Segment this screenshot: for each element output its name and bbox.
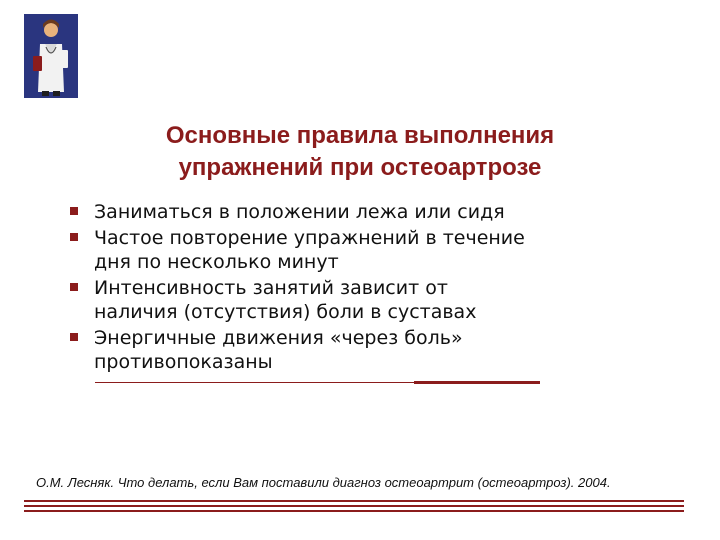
footer-rule (24, 500, 684, 502)
footer-rule (24, 505, 684, 507)
slide-title-line-1: Основные правила выполнения (165, 122, 555, 150)
underline-rule-emphasis (414, 381, 540, 384)
underline-rule (95, 382, 415, 383)
square-bullet-icon (70, 283, 78, 291)
slide-title (0, 120, 720, 184)
bullet-text-line: Частое повторение упражнений в течение (94, 227, 525, 249)
bullet-text-line: наличия (отсутствия) боли в суставах (94, 301, 477, 323)
citation: О.М. Лесняк. Что делать, если Вам поставили диагноз остеоартрит (остеоартроз). 2004. (36, 475, 611, 490)
bullet-text-line: Заниматься в положении лежа или сидя (94, 201, 505, 223)
bullet-item (70, 276, 630, 324)
bullet-item (70, 226, 630, 274)
bullet-list (70, 200, 630, 376)
square-bullet-icon (70, 207, 78, 215)
footer-rule (24, 510, 684, 512)
bullet-text-line: противопоказаны (94, 351, 273, 373)
square-bullet-icon (70, 333, 78, 341)
slide-title-line-2: упражнений при остеоартрозе (178, 154, 542, 182)
bullet-item (70, 326, 630, 374)
doctor-logo (24, 14, 78, 98)
bullet-text-line: Интенсивность занятий зависит от (94, 277, 448, 299)
bullet-text-line: дня по несколько минут (94, 251, 339, 273)
square-bullet-icon (70, 233, 78, 241)
bullet-item (70, 200, 630, 224)
bullet-text-line: Энергичные движения «через боль» (94, 327, 463, 349)
doctor-icon (24, 14, 78, 98)
